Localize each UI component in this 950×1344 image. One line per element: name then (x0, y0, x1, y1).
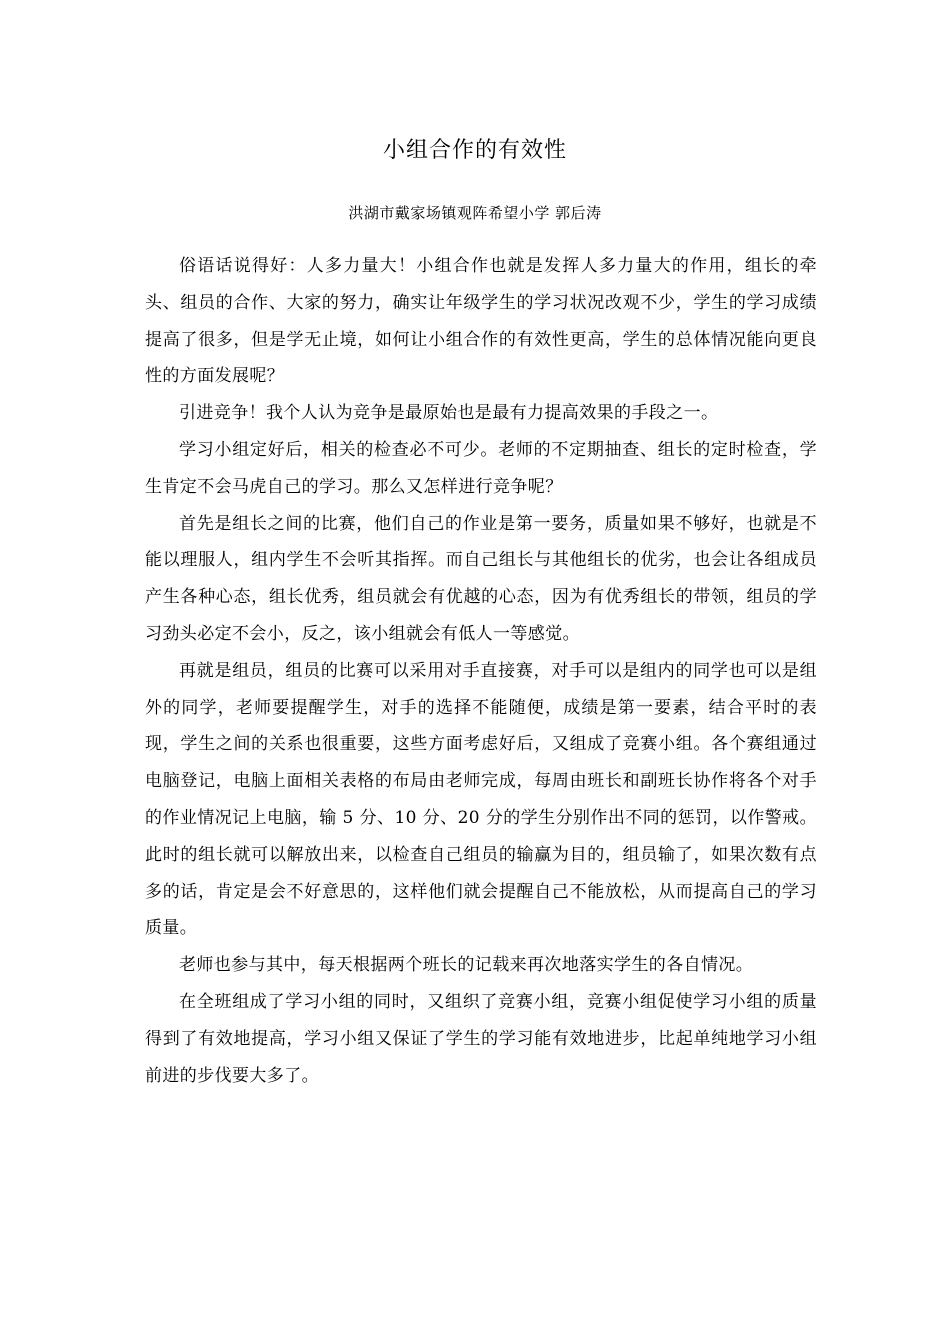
paragraph: 再就是组员，组员的比赛可以采用对手直接赛，对手可以是组内的同学也可以是组外的同学，老师要提醒学生，对手的选择不能随便，成绩是第一要素，结合平时的表现，学生之间的关系也很重要，这些方面考虑好后，又组成了竞赛小组。各个赛组通过电脑登记，电脑上面相关表格的布局由老师完成，每周由班长和副班长协作将各个对手的作业情况记上电脑，输 5 分、10 分、20 分的学生分别作出不同的惩罚，以作警戒。此时的组长就可以解放出来，以检查自己组员的输赢为目的，组员输了，如果次数有点多的话，肯定是会不好意思的，这样他们就会提醒自己不能放松，从而提高自己的学习质量。 (145, 660, 817, 939)
document-title: 小组合作的有效性 (382, 138, 567, 163)
paragraph: 俗语话说得好：人多力量大！小组合作也就是发挥人多力量大的作用，组长的牵头、组员的合作、大家的努力，确实让年级学生的学习状况改观不少，学生的学习成绩提高了很多，但是学无止境，如何让小组合作的有效性更高，学生的总体情况能向更良性的方面发展呢？ (145, 256, 817, 387)
paragraph: 学习小组定好后，相关的检查必不可少。老师的不定期抽查、组长的定时检查，学生肯定不会马虎自己的学习。那么又怎样进行竞争呢？ (145, 439, 817, 497)
paragraph: 引进竞争！我个人认为竞争是最原始也是最有力提高效果的手段之一。 (179, 403, 719, 424)
paragraph: 在全班组成了学习小组的同时，又组织了竞赛小组，竞赛小组促使学习小组的质量得到了有效地提高，学习小组又保证了学生的学习能有效地进步，比起单纯地学习小组前进的步伐要大多了。 (145, 991, 817, 1086)
paragraph: 老师也参与其中，每天根据两个班长的记载来再次地落实学生的各自情况。 (179, 955, 754, 976)
document-author: 洪湖市戴家场镇观阵希望小学 郭后涛 (348, 204, 602, 222)
paragraph: 首先是组长之间的比赛，他们自己的作业是第一要务，质量如果不够好，也就是不能以理服人，组内学生不会听其指挥。而自己组长与其他组长的优劣，也会让各组成员产生各种心态，组长优秀，组员就会有优越的心态，因为有优秀组长的带领，组员的学习劲头必定不会小，反之，该小组就会有低人一等感觉。 (145, 513, 817, 644)
document-body (145, 248, 817, 1094)
